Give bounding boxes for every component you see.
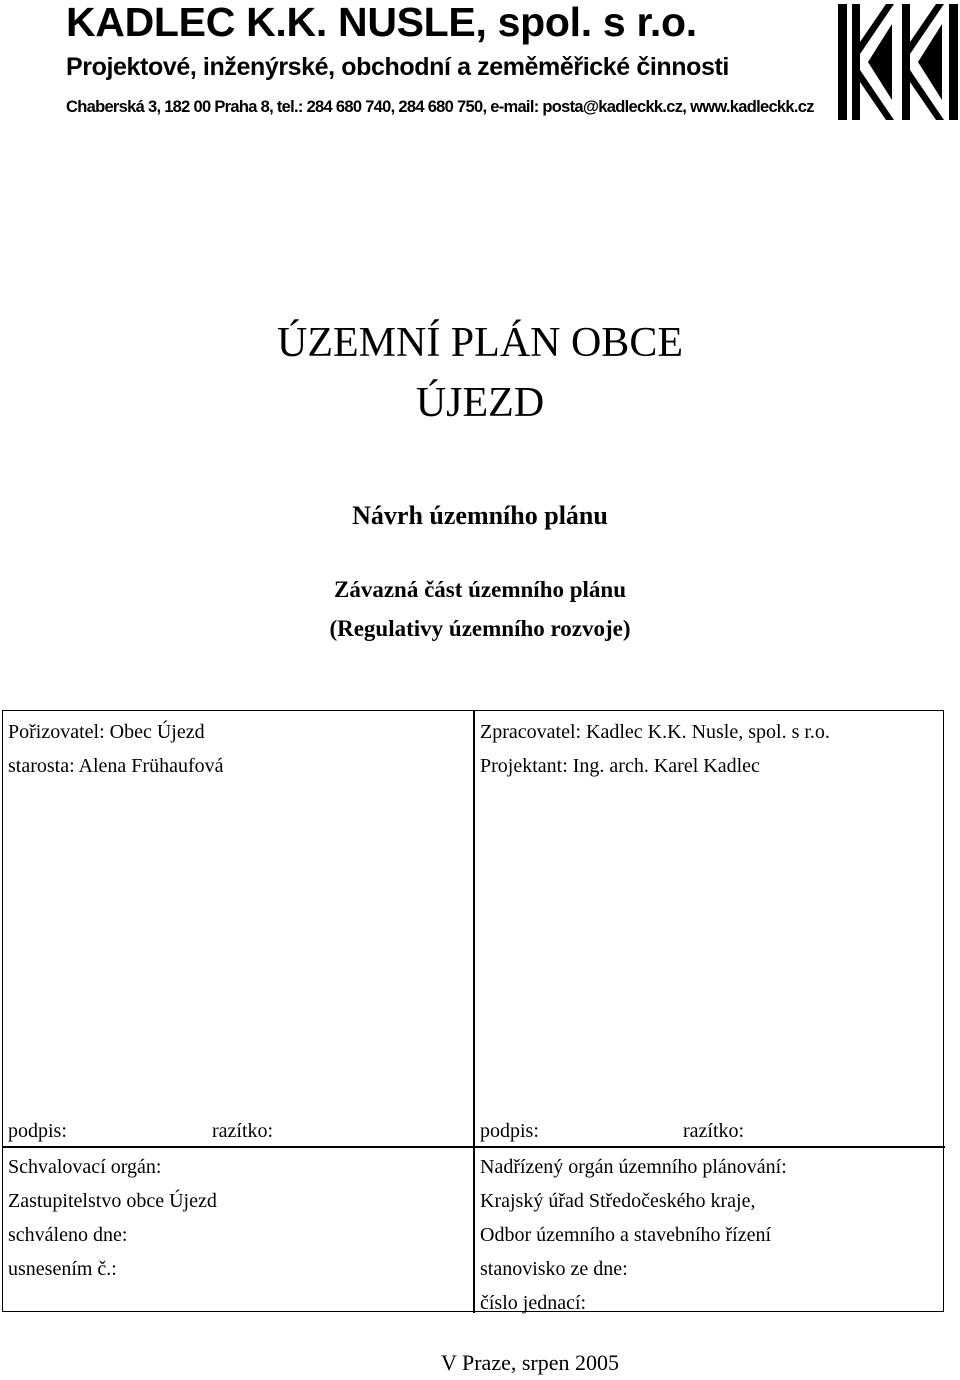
procurer-line: Pořizovatel: Obec Újezd — [8, 721, 205, 743]
supervising-body-label: Nadřízený orgán územního plánování: — [480, 1156, 787, 1178]
opinion-date-label: stanovisko ze dne: — [480, 1258, 628, 1280]
left-signature-label: podpis: — [8, 1120, 67, 1142]
mayor-line: starosta: Alena Frühaufová — [8, 755, 224, 777]
supervising-body-cell — [480, 1150, 787, 1320]
plan-title: ÚZEMNÍ PLÁN OBCE — [277, 320, 683, 366]
company-contact: Chaberská 3, 182 00 Praha 8, tel.: 284 680 740, 284 680 750, e-mail: posta@kadleckk.cz, www.kadleckk.cz — [66, 98, 814, 116]
right-stamp-label: razítko: — [683, 1120, 745, 1142]
right-signature-label: podpis: — [480, 1120, 539, 1142]
processor-line: Zpracovatel: Kadlec K.K. Nusle, spol. s r.o. — [480, 721, 830, 743]
approved-date-label: schváleno dne: — [8, 1224, 128, 1246]
supervising-department: Odbor územního a stavebního řízení — [480, 1224, 772, 1246]
left-stamp-label: razítko: — [212, 1120, 274, 1142]
procurer-cell — [8, 715, 224, 783]
plan-municipality: ÚJEZD — [415, 380, 545, 426]
plan-subtitle: Návrh územního plánu — [352, 501, 608, 530]
table-vertical-divider — [473, 710, 475, 1313]
place-date: V Praze, srpen 2005 — [441, 1350, 619, 1375]
approval-body-name: Zastupitelstvo obce Újezd — [8, 1190, 217, 1212]
company-activities: Projektové, inženýrské, obchodní a zeměměřické činnosti — [66, 53, 729, 81]
resolution-number-label: usnesením č.: — [8, 1258, 117, 1280]
approval-body-label: Schvalovací orgán: — [8, 1156, 162, 1178]
designer-line: Projektant: Ing. arch. Karel Kadlec — [480, 755, 760, 777]
approval-body-cell — [8, 1150, 217, 1286]
kk-logo-icon — [836, 2, 960, 122]
plan-part-title: Závazná část územního plánu — [333, 577, 626, 602]
processor-cell — [480, 715, 830, 783]
supervising-body-name: Krajský úřad Středočeského kraje, — [480, 1190, 756, 1212]
plan-part-subtitle: (Regulativy územního rozvoje) — [329, 616, 631, 641]
reference-number-label: číslo jednací: — [480, 1292, 587, 1314]
table-horizontal-divider — [2, 1146, 945, 1148]
company-name: KADLEC K.K. NUSLE, spol. s r.o. — [66, 0, 697, 45]
